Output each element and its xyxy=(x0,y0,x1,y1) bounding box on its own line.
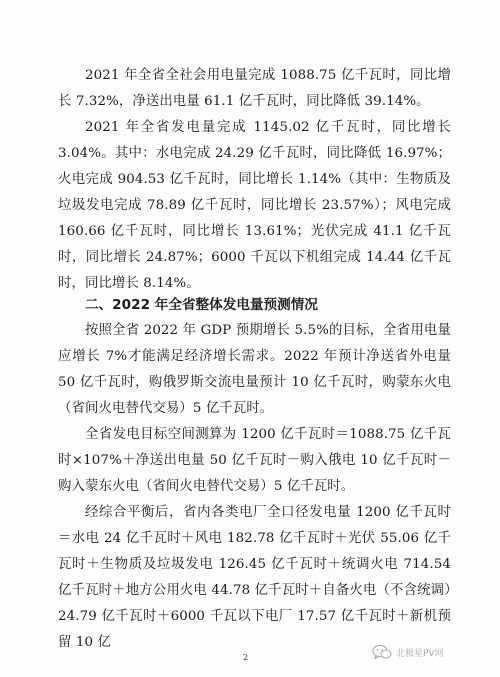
paragraph-generation-2021: 2021 年全省发电量完成 1145.02 亿千瓦时，同比增长 3.04%。其中：水电完成 24.29 亿千瓦时，同比降低 16.97%；火电完成 904.53 亿千瓦时，同比增长 1.14%（其中：生物质及垃圾发电完成 78.89 亿千瓦时，同比增长 23.57%）；风电完成 160.66 亿千瓦时，同比增长 13.61%；光伏完成 41.1 亿千瓦时，同比增长 24.87%；6000 千瓦以下机组完成 14.44 亿千瓦时，同比增长 8.14%。 xyxy=(58,120,451,291)
section-heading-2022-forecast: 二、2022 年全省整体发电量预测情况 xyxy=(85,297,318,313)
paragraph-gdp-target: 按照全省 2022 年 GDP 预期增长 5.5%的目标，全省用电量应增长 7%才能满足经济增长需求。2022 年预计净送省外电量 50 亿千瓦时，购俄罗斯交流电量预计 10 亿千瓦时，购蒙东火电（省间火电替代交易）5 亿千瓦时。 xyxy=(58,323,451,416)
watermark xyxy=(372,640,444,664)
page-number: 2 xyxy=(243,653,249,662)
paragraph-consumption: 2021 年全省全社会用电量完成 1088.75 亿千瓦时，同比增长 7.32%，净送出电量 61.1 亿千瓦时，同比降低 39.14%。 xyxy=(58,68,451,109)
wechat-icon xyxy=(372,644,392,660)
paragraph-balance-breakdown: 经综合平衡后，省内各类电厂全口径发电量 1200 亿千瓦时＝水电 24 亿千瓦时＋风电 182.78 亿千瓦时＋光伏 55.06 亿千瓦时＋生物质及垃圾发电 126.45 亿千瓦时＋统调火电 714.54 亿千瓦时＋地方公用火电 44.78 亿千瓦时＋自备火电（不含统调）24.79 亿千瓦时＋6000 千瓦以下电厂 17.57 亿千瓦时＋新机预留 10 亿 xyxy=(58,505,451,650)
watermark-text: 北极星PV网 xyxy=(396,648,444,659)
paragraph-target-calculation: 全省发电目标空间测算为 1200 亿千瓦时＝1088.75 亿千瓦时×107%＋净送出电量 50 亿千瓦时－购入俄电 10 亿千瓦时－购入蒙东火电（省间火电替代交易）5 亿千瓦时。 xyxy=(58,427,451,494)
